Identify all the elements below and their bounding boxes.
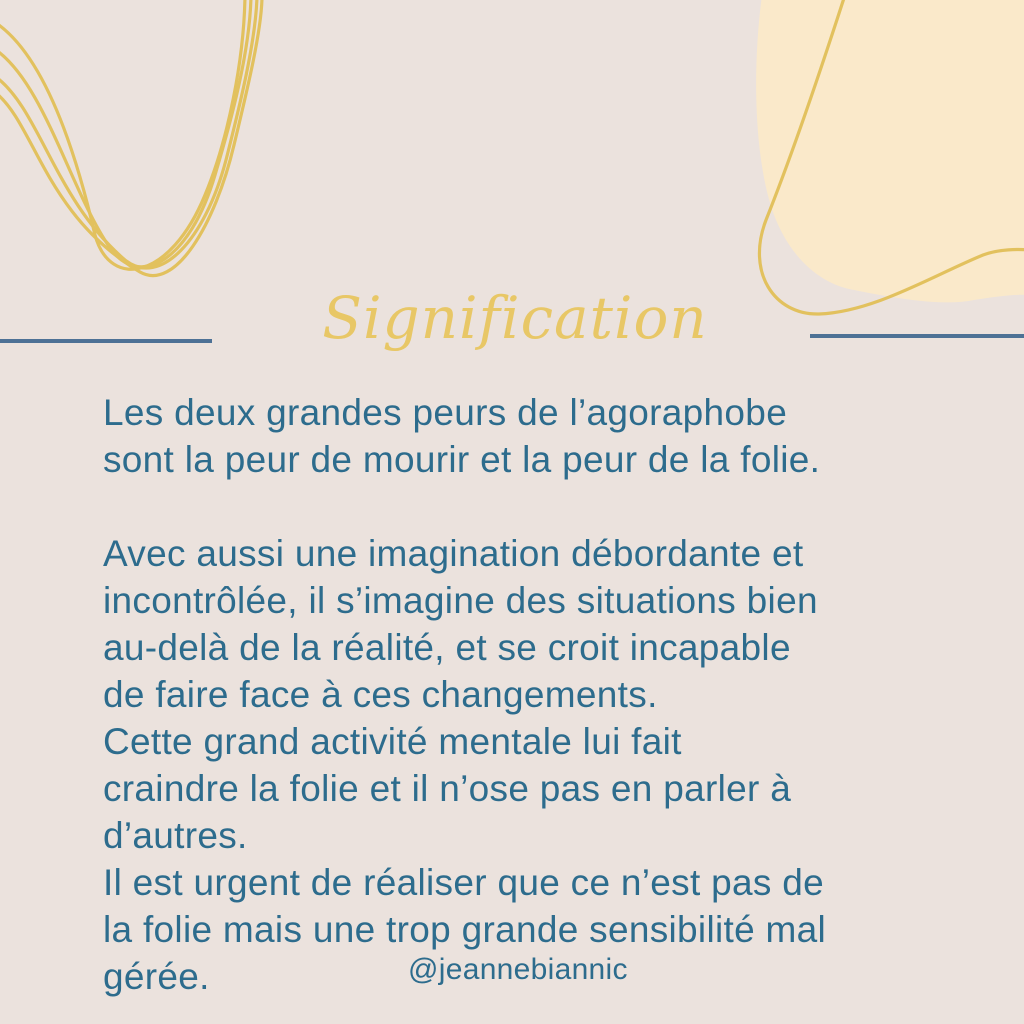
text-line: sont la peur de mourir et la peur de la folie. bbox=[103, 439, 821, 480]
text-line: Cette grand activité mentale lui fait bbox=[103, 721, 682, 762]
text-line: la folie mais une trop grande sensibilité mal bbox=[103, 909, 827, 950]
text-line: au-delà de la réalité, et se croit incapable bbox=[103, 627, 791, 668]
body-paragraph bbox=[103, 718, 973, 859]
text-line: d’autres. bbox=[103, 815, 248, 856]
text-line: de faire face à ces changements. bbox=[103, 674, 658, 715]
text-line: gérée. bbox=[103, 956, 210, 997]
body-paragraph bbox=[103, 389, 973, 483]
instagram-handle: @jeannebiannic bbox=[408, 953, 628, 986]
scribble-lines-icon bbox=[0, 0, 270, 300]
title-divider-right bbox=[810, 334, 1024, 338]
body-paragraph bbox=[103, 530, 973, 718]
text-line: Les deux grandes peurs de l’agoraphobe bbox=[103, 392, 788, 433]
text-line: incontrôlée, il s’imagine des situations bien bbox=[103, 580, 818, 621]
title-divider-left bbox=[0, 339, 212, 343]
body-text bbox=[103, 389, 973, 1000]
text-line: Avec aussi une imagination débordante et bbox=[103, 533, 804, 574]
text-line: Il est urgent de réaliser que ce n’est pas de bbox=[103, 862, 825, 903]
text-line: craindre la folie et il n’ose pas en parler à bbox=[103, 768, 792, 809]
blob-decoration-icon bbox=[724, 0, 1024, 330]
page-title: Signification bbox=[322, 284, 708, 352]
